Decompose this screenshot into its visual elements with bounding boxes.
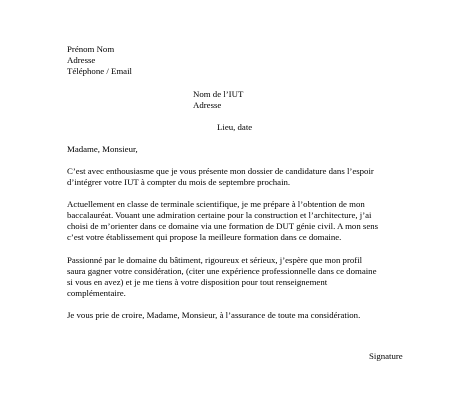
paragraph-line: saura gagner votre considération, (citer une expérience professionnelle dans ce domaine (67, 265, 377, 276)
place-date: Lieu, date (217, 122, 253, 132)
paragraph-line: choisi de m’orienter dans ce domaine via une formation de DUT génie civil. A mon sens (67, 220, 379, 231)
signature: Signature (369, 351, 403, 361)
paragraph-line: C’est avec enthousiasme que je vous présente mon dossier de candidature dans l’espoir (67, 166, 374, 176)
recipient-address: Adresse (193, 100, 222, 110)
paragraph-intro (67, 166, 374, 188)
closing-formula: Je vous prie de croire, Madame, Monsieur, à l’assurance de toute ma considération. (67, 310, 361, 320)
paragraph-line: complémentaire. (67, 287, 126, 298)
paragraph-line: si vous en avez) et je me tiens à votre disposition pour tout renseignement (67, 276, 328, 287)
paragraph-line: baccalauréat. Vouant une admiration certaine pour la construction et l’architecture, j’ai (67, 209, 372, 220)
salutation: Madame, Monsieur, (67, 144, 138, 154)
sender-contact: Téléphone / Email (67, 66, 132, 76)
sender-name: Prénom Nom (67, 44, 115, 54)
recipient-name: Nom de l’IUT (193, 89, 244, 99)
paragraph-studies (67, 199, 378, 243)
paragraph-line: Actuellement en classe de terminale scientifique, je me prépare à l’obtention de mon (67, 199, 365, 209)
paragraph-line: Passionné par le domaine du bâtiment, rigoureux et sérieux, j’espère que mon profil (67, 255, 363, 265)
paragraph-line: d’intégrer votre IUT à compter du mois de septembre prochain. (67, 176, 291, 187)
sender-address: Adresse (67, 55, 96, 65)
paragraph-line: c’est votre établissement qui propose la meilleure formation dans ce domaine. (67, 231, 342, 242)
paragraph-motivation (67, 255, 376, 299)
